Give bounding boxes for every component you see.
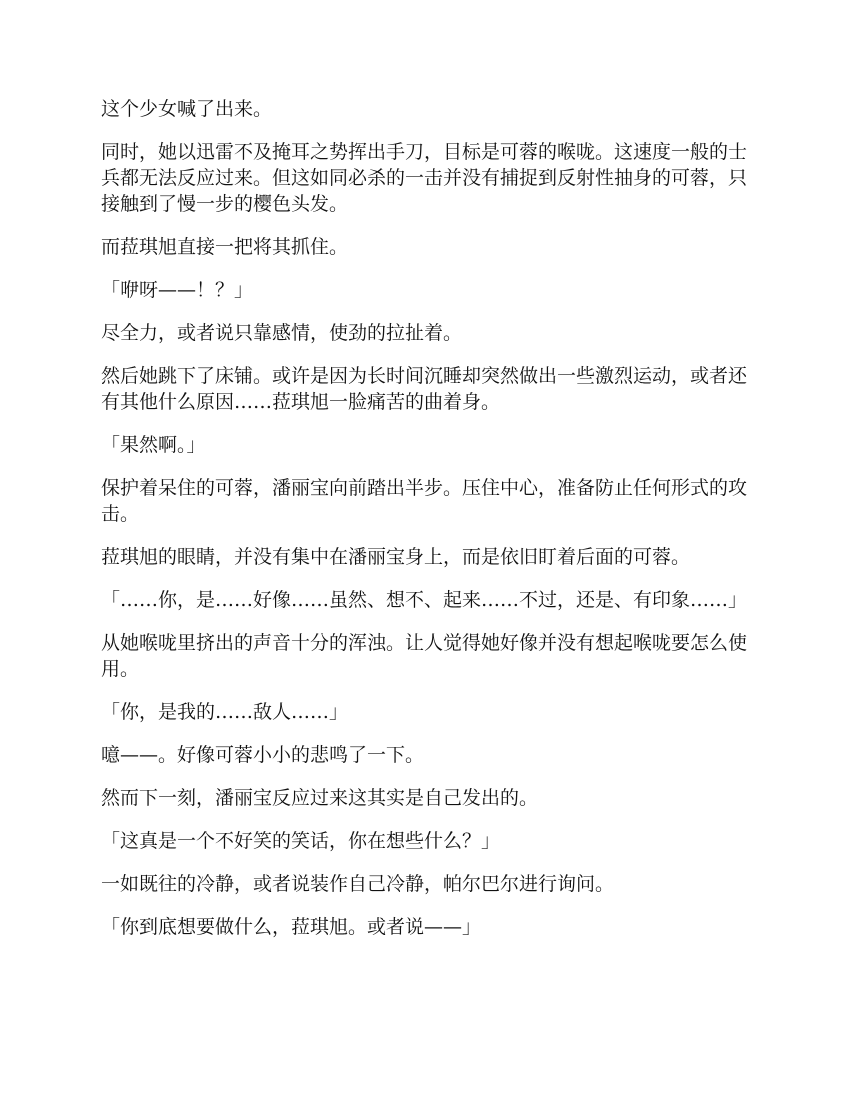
paragraph: 然而下一刻，潘丽宝反应过来这其实是自己发出的。 (101, 787, 539, 809)
paragraph: 「咿呀——！？」 (101, 279, 254, 301)
paragraph: 而菈琪旭直接一把将其抓住。 (101, 236, 349, 258)
paragraph: 保护着呆住的可蓉，潘丽宝向前踏出半步。压住中心，准备防止任何形式的攻击。 (101, 477, 748, 525)
paragraph: 同时，她以迅雷不及掩耳之势挥出手刀，目标是可蓉的喉咙。这速度一般的士兵都无法反应过来。但这如同必杀的一击并没有捕捉到反射性抽身的可蓉，只接触到了慢一步的樱色头发。 (101, 141, 748, 215)
paragraph: 菈琪旭的眼睛，并没有集中在潘丽宝身上，而是依旧盯着后面的可蓉。 (101, 546, 691, 568)
document-body (101, 96, 751, 957)
paragraph: 噫——。好像可蓉小小的悲鸣了一下。 (101, 744, 425, 766)
paragraph: 「你，是我的……敌人……」 (101, 701, 349, 723)
paragraph: 尽全力，或者说只靠感情，使劲的拉扯着。 (101, 322, 463, 344)
paragraph: 然后她跳下了床铺。或许是因为长时间沉睡却突然做出一些激烈运动，或者还有其他什么原因……菈琪旭一脸痛苦的曲着身。 (101, 365, 748, 413)
paragraph: 「这真是一个不好笑的笑话，你在想些什么？」 (101, 830, 501, 852)
paragraph: 「你到底想要做什么，菈琪旭。或者说——」 (101, 916, 482, 938)
paragraph: 这个少女喊了出来。 (101, 98, 273, 120)
paragraph: 「果然啊。」 (101, 434, 206, 456)
paragraph: 一如既往的冷静，或者说装作自己冷静，帕尔巴尔进行询问。 (101, 873, 615, 895)
paragraph: 「……你，是……好像……虽然、想不、起来……不过，还是、有印象……」 (101, 589, 748, 611)
paragraph: 从她喉咙里挤出的声音十分的浑浊。让人觉得她好像并没有想起喉咙要怎么使用。 (101, 632, 748, 680)
